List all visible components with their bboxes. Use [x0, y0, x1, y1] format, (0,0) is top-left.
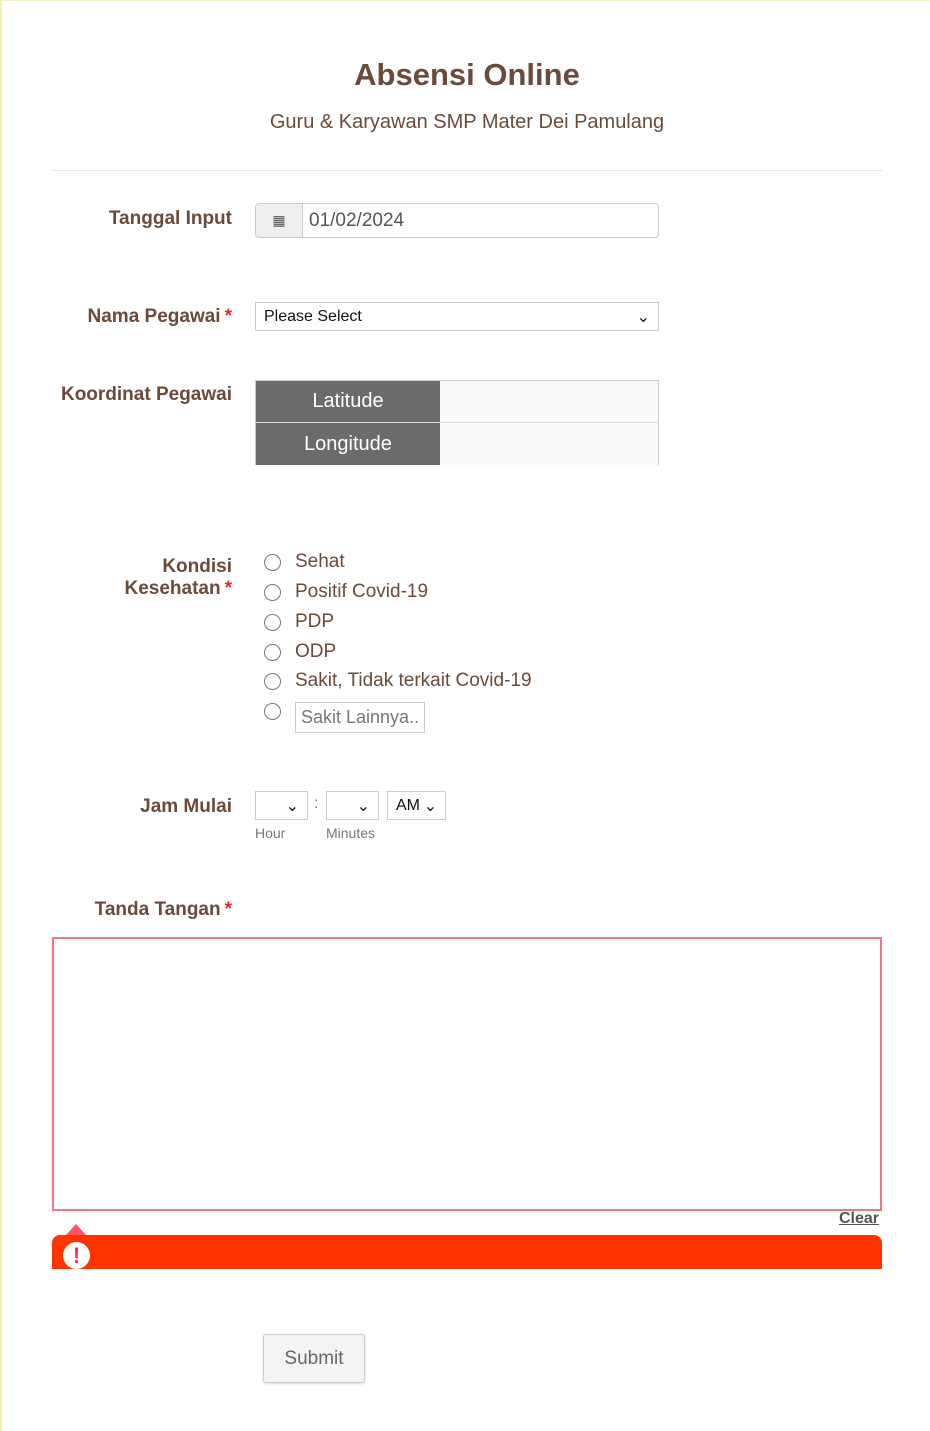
chevron-down-icon: ⌄	[356, 797, 370, 815]
tanda-label-text: Tanda Tangan	[94, 899, 221, 920]
latitude-input[interactable]	[440, 381, 658, 422]
divider	[52, 170, 882, 171]
error-icon: !	[63, 1242, 90, 1269]
jam-label: Jam Mulai	[140, 796, 232, 817]
radio-label: Sehat	[295, 551, 345, 572]
nama-label-text: Nama Pegawai	[87, 306, 221, 327]
ampm-value: AM	[396, 796, 420, 814]
chevron-down-icon: ⌄	[636, 308, 650, 326]
time-colon: :	[314, 795, 319, 812]
coordinate-table	[255, 380, 659, 465]
radio-circle[interactable]	[264, 584, 281, 601]
required-marker: *	[224, 306, 232, 327]
nama-select-value: Please Select	[264, 307, 362, 325]
radio-label: Sakit, Tidak terkait Covid-19	[295, 670, 532, 691]
radio-label: Positif Covid-19	[295, 581, 429, 602]
tanggal-label: Tanggal Input	[108, 208, 232, 229]
date-value[interactable]: 01/02/2024	[309, 210, 405, 231]
radio-sakit[interactable]	[264, 670, 532, 692]
page-subtitle: Guru & Karyawan SMP Mater Dei Pamulang	[269, 111, 665, 133]
hour-select[interactable]	[255, 791, 308, 820]
submit-button[interactable]: Submit	[263, 1334, 365, 1383]
radio-sehat[interactable]	[264, 551, 345, 573]
kondisi-label-line2: Kesehatan	[124, 578, 221, 599]
radio-odp[interactable]	[264, 641, 336, 663]
nama-select[interactable]	[255, 302, 659, 331]
longitude-label: Longitude	[256, 423, 440, 465]
other-input[interactable]: Sakit Lainnya..	[295, 702, 425, 733]
kondisi-label	[124, 556, 232, 600]
latitude-label: Latitude	[256, 381, 440, 422]
ampm-select[interactable]	[387, 791, 446, 820]
chevron-down-icon: ⌄	[423, 797, 437, 815]
koordinat-label: Koordinat Pegawai	[60, 384, 232, 405]
tanda-label	[95, 899, 232, 921]
error-pointer	[66, 1224, 86, 1235]
radio-label: PDP	[295, 611, 335, 632]
radio-circle[interactable]	[264, 673, 281, 690]
chevron-down-icon: ⌄	[285, 797, 299, 815]
error-message-bar	[52, 1235, 882, 1269]
kondisi-label-line1: Kondisi	[162, 556, 232, 577]
signature-pad[interactable]	[52, 937, 882, 1211]
radio-other[interactable]	[264, 702, 425, 733]
calendar-icon[interactable]: ▦	[256, 204, 303, 237]
radio-circle[interactable]	[264, 703, 281, 720]
radio-label: ODP	[295, 641, 337, 662]
hour-label: Hour	[255, 825, 286, 841]
required-marker: *	[224, 899, 232, 920]
minutes-select[interactable]	[326, 791, 379, 820]
longitude-input[interactable]	[440, 423, 658, 465]
radio-circle[interactable]	[264, 554, 281, 571]
minutes-label: Minutes	[326, 825, 376, 841]
radio-pdp[interactable]	[264, 611, 334, 633]
page-title: Absensi Online	[354, 57, 580, 92]
required-marker: *	[224, 578, 232, 599]
nama-label	[88, 306, 232, 328]
radio-circle[interactable]	[264, 614, 281, 631]
radio-positif[interactable]	[264, 581, 428, 603]
date-field[interactable]	[255, 203, 659, 238]
radio-circle[interactable]	[264, 644, 281, 661]
clear-signature-link[interactable]: Clear	[838, 1210, 879, 1227]
